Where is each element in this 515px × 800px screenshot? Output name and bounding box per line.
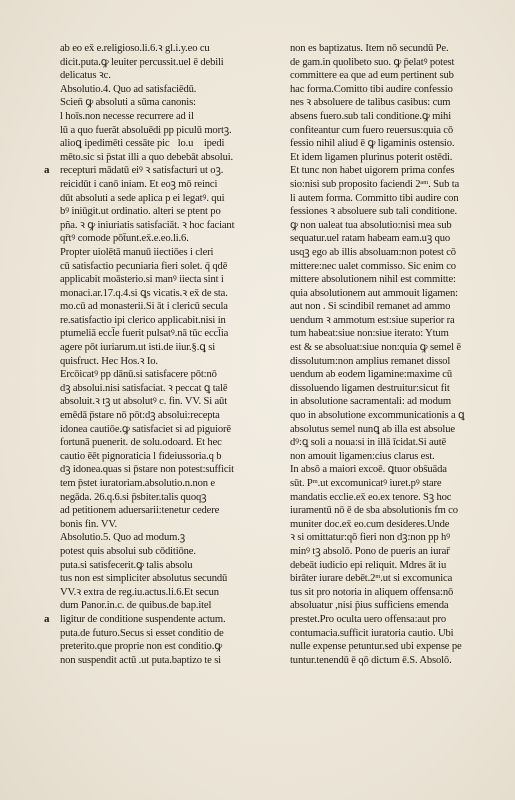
text-line: re.satisfactio ipi clerico applicabit.nisi in (60, 314, 226, 326)
text-line: emēdā p̄stare nō pōt:dꝫ absolui:recepta (60, 410, 220, 422)
text-line: dūt absoluti a sede aplica p ei legatꝰ. qui (60, 192, 225, 204)
text-line: aut non . Si scindibil remanet ad ammo (290, 301, 451, 313)
text-line: cū satisfactio pecuniaria fieri solet. q̄ qdē (60, 260, 228, 272)
text-line: mittere:nec ualet commisso. Sic enim co (290, 260, 456, 272)
text-line: tum habeat:siue non:siue iterato: Ytum (290, 328, 449, 340)
text-line: debeāt iudicio epi reliquit. Mdres āt iu (290, 559, 447, 571)
text-line: bꝰ iniūgit.ut ordinatio. alteri se ptent po (60, 206, 221, 218)
text-line: hac forma.Comitto tibi audire confessio (290, 83, 453, 95)
text-line: non amouit ligamen:cius clarus est. (290, 450, 435, 462)
text-line: muniter doc.ex̄ eo.cum desideres.Unde (290, 518, 450, 530)
text-line: qr̄tꝰ comode pōt̄unt.ex̄.e.eo.li.6. (60, 233, 189, 245)
text-line: birāter iurare debēt.2ᵐ.ut si excomunica (290, 573, 453, 585)
text-line: non suspendit actū .ut puta.baptizo te si (60, 654, 221, 666)
text-line: ab eo ex̄ e.religioso.li.6.ꝛ gl.i.y.eo cu (60, 43, 210, 54)
text-line: l hoīs.non necesse recurrere ad il (60, 110, 194, 122)
text-line: minꝰ tꝫ absolō. Pono de pueris an iurar̄ (290, 545, 450, 557)
text-line: est & se absoluat:siue non:quia ꝙ semel ē (290, 342, 461, 354)
text-line: uendum ꝛ ammotum est:siue superior ra (290, 314, 455, 326)
text-line: mēto.sic si p̄stat illi a quo debebāt absolui. (60, 151, 234, 163)
text-line: tem p̄stet iuratoriam.absolutio.n.non e (60, 478, 215, 489)
text-line: applicabit moāsterio.si manꝰ iiecta sint i (60, 274, 224, 286)
text-line: monaci.ar.17.q.4.si ꝗs vicatis.ꝛ ex̄ de sta. (60, 287, 228, 299)
text-line: non es baptizatus. Item nō secundū Pe. (290, 43, 449, 54)
text-line: puta.de futuro.Secus si esset conditio de (60, 627, 224, 639)
text-line: Ercōicatꝰ pp dānū.si satisfacere pōt:nō (60, 369, 217, 381)
text-line: fortunā puenerit. de solu.odoard. Et hec (60, 437, 222, 449)
text-line: alioꝗ ipedimēti cessāte picᷣlo.uꝫ ipedi (60, 138, 225, 150)
text-line: preterito.que proprie non est conditio.ꝙ (60, 641, 222, 653)
text-line: absens fuero.sub tali conditione.ꝙ mihi (290, 110, 451, 122)
text-line: cautio ēēt pignoraticia l fideiussoria.q b (60, 450, 222, 462)
text-line: VV.ꝛ extra de reg.iu.actus.li.6.Et secun (60, 586, 219, 598)
text-line: absoluatur ,nisi p̄ius sufficiens emenda (290, 600, 449, 612)
text-line: dissolutum:non amplius remanet dissol (290, 355, 451, 367)
text-line: uendum ab eodem ligamine:maxime cū (290, 369, 452, 381)
text-line: ligitur de conditione suspendente actum. (60, 613, 226, 625)
text-line: absoluit.ꝛ tꝫ ut absolutꝰ c. fin. VV. Si aūt (60, 396, 227, 408)
text-line: tus non est simpliciter absolutus secundū (60, 573, 228, 585)
text-line: bonis fin. VV. (60, 518, 117, 530)
text-line: quisfruct. Hec Hos.ꝛ Io. (60, 355, 158, 367)
text-line: Scien̄ ꝙ absoluti a sūma canonis: (60, 97, 196, 109)
text-line: in absolutione sacramentali: ad modum (290, 396, 451, 408)
text-line: mittere absolutionem nihil est committe: (290, 274, 456, 286)
text-line: nes ꝛ absoluere de talibus casibus: cum (290, 97, 451, 109)
text-line: tuntur.tenendū ē qō dictum ē.S. Absolō. (290, 654, 452, 666)
text-line: nulle expense petuntur.sed ubi expense pe (290, 641, 462, 653)
text-line: In absō a maiori excoē. ꝗtuor obs̄uāda (290, 464, 447, 476)
text-line: recepturi mādatū eiꝰ ꝛ satisfacturi ut oꝫ. (60, 165, 224, 177)
text-line: Et tunc non habet uigorem prima confes (290, 165, 455, 177)
text-line: ꝙ non ualeat tua absolutio:nisi mea sub (290, 219, 452, 231)
text-line: negāda. 26.q.6.si p̄sbiter.talis quoqꝫ (60, 491, 207, 503)
text-line: fessiones ꝛ absoluere sub tali conditione. (290, 206, 458, 218)
text-line: dicit.puta.ꝙ leuiter percussit.uel ē debili (60, 56, 224, 68)
text-line: quo in absolutione excommunicationis a ꝗ (290, 410, 465, 422)
text-line: Absolutio.5. Quo ad modum.ꝫ (60, 532, 185, 544)
text-line: contumacia.sufficit iuratoria cautio. Ubi (290, 627, 454, 639)
text-line: idonea cautiōe.ꝙ satisfaciet si ad piguiorē (60, 423, 231, 435)
text-line: potest quis absolui sub cōditiōne. (60, 545, 196, 557)
section-marker: a (44, 613, 50, 625)
text-line: lū a quo fuerāt absoluēdi pp piculū mortꝫ. (60, 124, 232, 136)
text-line: sequatur.uel ratam habeam eam.uꝫ quo (290, 233, 451, 245)
text-line: pña. ꝛ ꝙ iniuriatis satisfaciāt. ꝛ hoc faciant (60, 219, 235, 231)
text-line: ꝛ si omittatur:qō fieri non dꝫ:non pp hꝰ (290, 532, 451, 544)
text-line: quia absolutionem aut ammouit ligamen: (290, 287, 458, 299)
left-column (44, 42, 274, 667)
text-line: Absolutio.4. Quo ad satisfaciēdū. (60, 83, 197, 95)
text-line: agere pōt iuriarum.ut isti.de iiur.§.ꝗ si (60, 342, 216, 354)
text-line: ptumeliā eccl̄e fuerit pulsatꝰ.nā tūc eccl̄ia (60, 328, 229, 340)
text-line: ad petitionem aduersarii:tenetur cedere (60, 505, 220, 517)
text-line: dum Panor.in.c. de quibus.de bap.itel (60, 600, 212, 612)
section-marker: a (44, 164, 50, 176)
text-line: confiteantur cum fuero reuersus:quia cō (290, 124, 453, 136)
text-line: dꝫ absolui.nisi satisfaciat. ꝛ peccat ꝗ talē (60, 382, 228, 394)
text-line: li autem forma. Committo tibi audire con (290, 192, 459, 204)
text-line: dissoluendo ligamen destruitur:sicut fit (290, 382, 450, 394)
text-line: delicatus ꝛc. (60, 70, 111, 82)
text-line: puta.si satisfecerit.ꝙ talis absolu (60, 559, 193, 571)
text-line: tus sit pro notoria in aliquem offensa:nō (290, 586, 454, 598)
text-line: mo.cū ad monasterii.Si āt i clericū secula (60, 301, 228, 313)
text-line: iuramentū nō ē de sba absolutionis fm co (290, 505, 458, 517)
text-line: de gam.in quolibeto suo. ꝙ p̄elatꝰ potest (290, 56, 455, 68)
text-line: absolutus semel nunꝗ ab illa est absolue (290, 423, 455, 435)
text-line: reicidūt i canō iniam. Et eoꝫ mō reinci (60, 178, 218, 190)
text-line: sūt. Pᵐ.ut excomunicatꝰ iuret.pꝰ stare (290, 478, 442, 489)
text-line: prestet.Pro oculta uero offensa:aut pro (290, 613, 447, 625)
right-column (290, 42, 504, 667)
text-line: mandatis ecclie.ex̄ eo.ex tenore. Sꝫ hoc (290, 491, 452, 503)
text-line: usqꝫ ego ab illis absoluam:non potest cō (290, 246, 456, 258)
text-line: committere ea que ad eum pertinent sub (290, 70, 454, 82)
text-line: Propter uiolētā manuū iiectiōes i cleri (60, 246, 214, 258)
text-line: sio:nisi sub proposito faciendi 2ᵃᵐ. Sub ta (290, 178, 460, 190)
text-line: Et idem ligamen plurinus poterit ostēdi. (290, 151, 453, 163)
text-line: fessio nihil aliud ē ꝙ ligaminis ostensio. (290, 138, 455, 150)
text-line: dꝫ idonea.quas si p̄stare non potest:sufficit (60, 464, 234, 476)
text-line: dꝰ:ꝗ soli a noua:si in illā īcidat.Si autē (290, 437, 447, 449)
